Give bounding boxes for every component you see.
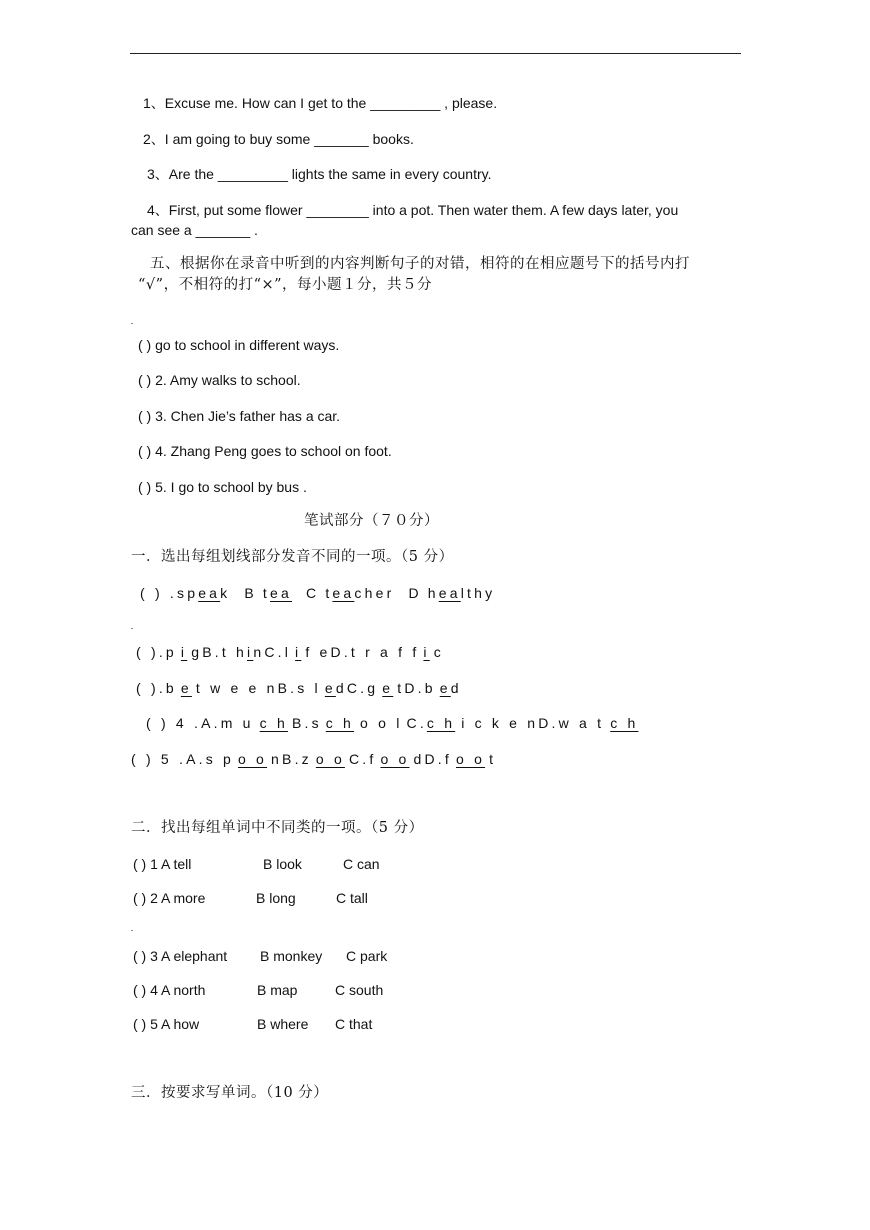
- judge-item-4: ( ) 4. Zhang Peng goes to school on foot.: [138, 443, 392, 459]
- q1-row-5-a3: n: [271, 751, 283, 767]
- q1-row-1: [140, 584, 495, 602]
- q1-row-1-a-underline: ea: [198, 585, 221, 601]
- q1-row-3-d1: D.b: [404, 680, 436, 696]
- q1-row-1-c-label: C: [306, 585, 320, 601]
- q1-row-3-a1: b: [165, 680, 177, 696]
- q1-row-2-paren: ( ).: [136, 644, 166, 660]
- q1-row-5-paren: ( ) 5 .: [131, 751, 187, 767]
- q1-row-3-c3: t: [397, 680, 405, 696]
- q1-row-1-c-underline: ea: [332, 585, 355, 601]
- q2-row-5-a: ( ) 5 A how: [133, 1016, 200, 1032]
- q1-row-4-c-underline: c h: [426, 715, 456, 731]
- q1-row-5-c1: C.f: [348, 751, 377, 767]
- fill-in-sentence-4: 4、First, put some flower ________ into a pot. Then water them. A few days later, you: [147, 202, 679, 218]
- judge-item-5: ( ) 5. I go to school by bus .: [138, 479, 307, 495]
- section-5-title-cont: “√”，不相符的打“×”，每小题１分，共５分: [138, 277, 433, 293]
- q2-row-2-c: C tall: [336, 890, 368, 906]
- q1-row-5-d-underline: o o: [456, 751, 486, 767]
- q1-row-5-b1: B.z: [282, 751, 312, 767]
- written-part-heading: 笔试部分（７０分）: [304, 513, 439, 529]
- q1-row-4: [146, 714, 639, 732]
- q1-row-3-a3: t w e e n: [195, 680, 278, 696]
- q2-row-1-b: B look: [263, 856, 302, 872]
- q1-row-1-a1: sp: [177, 585, 199, 601]
- judge-item-1: ( ) go to school in different ways.: [138, 337, 340, 353]
- q1-row-3-b1: B.s l: [277, 680, 321, 696]
- q2-row-5-b: B where: [257, 1016, 309, 1032]
- q1-row-2-b-underline: i: [247, 644, 254, 660]
- q1-row-3-a-underline: e: [180, 680, 192, 696]
- q2-row-4-c: C south: [335, 982, 384, 998]
- q2-row-2: [133, 889, 368, 907]
- q2-row-3: [133, 947, 387, 965]
- q1-row-1-b1: t: [262, 585, 271, 601]
- q2-row-4-b: B map: [257, 982, 298, 998]
- q1-row-1-a3: k: [220, 585, 231, 601]
- q1-row-5: [131, 750, 496, 768]
- q1-row-3-d3: d: [450, 680, 462, 696]
- q1-row-4-paren: ( ) 4 .: [146, 715, 202, 731]
- q1-row-2-b3: n: [253, 644, 265, 660]
- q1-row-3-c1: C.g: [346, 680, 379, 696]
- q1-row-2: [136, 643, 444, 661]
- q1-row-2-d3: c: [433, 644, 444, 660]
- q1-row-1-b-label: B: [244, 585, 257, 601]
- q1-row-4-a-underline: c h: [259, 715, 288, 731]
- q1-row-2-a3: g: [191, 644, 203, 660]
- q1-row-5-d1: D.f: [424, 751, 452, 767]
- q1-row-4-c3: i c k e n: [461, 715, 539, 731]
- q1-row-3-b3: d: [335, 680, 347, 696]
- q1-row-2-b1: B.t h: [202, 644, 248, 660]
- q2-row-3-b: B monkey: [260, 948, 323, 964]
- q1-row-4-b-underline: c h: [325, 715, 355, 731]
- q1-row-3-c-underline: e: [382, 680, 394, 696]
- q1-row-5-d3: t: [489, 751, 497, 767]
- q1-row-5-c3: d: [413, 751, 425, 767]
- q1-row-4-c1: C.: [406, 715, 427, 731]
- q1-row-3: [136, 679, 462, 697]
- q1-row-1-d-underline: ea: [438, 585, 461, 601]
- q1-row-2-c1: C.l: [264, 644, 292, 660]
- q1-row-4-b1: B.s: [291, 715, 322, 731]
- q1-row-2-a1: p: [165, 644, 177, 660]
- q1-row-5-a-underline: o o: [237, 751, 268, 767]
- q1-row-3-d-underline: e: [439, 680, 451, 696]
- q1-title: 一．选出每组划线部分发音不同的一项。（5 分）: [131, 549, 454, 565]
- q2-row-1-a: ( ) 1 A tell: [133, 856, 192, 872]
- q1-row-2-a-underline: i: [180, 644, 188, 660]
- fill-in-sentence-2: 2、I am going to buy some _______ books.: [143, 131, 414, 147]
- q1-row-1-b-underline: ea: [270, 585, 292, 601]
- q1-row-5-a1: A.s p: [186, 751, 234, 767]
- q1-row-2-c-underline: i: [295, 644, 302, 660]
- speck: [131, 628, 133, 629]
- q2-row-3-a: ( ) 3 A elephant: [133, 948, 228, 964]
- section-5-title: 五、根据你在录音中听到的内容判断句子的对错，相符的在相应题号下的括号内打: [150, 256, 690, 272]
- fill-in-sentence-4-cont: can see a _______ .: [131, 222, 258, 238]
- q2-row-1-c: C can: [343, 856, 380, 872]
- q1-row-1-paren: ( ) .: [140, 585, 177, 601]
- q1-row-3-paren: ( ).: [136, 680, 166, 696]
- q1-row-1-d-label: D: [408, 585, 422, 601]
- speck: [131, 323, 133, 324]
- q2-row-2-a: ( ) 2 A more: [133, 890, 206, 906]
- q1-row-3-b-underline: e: [324, 680, 336, 696]
- q1-row-5-b-underline: o o: [315, 751, 345, 767]
- q1-row-1-c3: cher: [354, 585, 395, 601]
- q1-row-1-c1: t: [325, 585, 333, 601]
- header-rule: [130, 53, 741, 54]
- q1-row-2-d1: D.t r a f f: [330, 644, 420, 660]
- q1-row-2-d-underline: i: [423, 644, 430, 660]
- q1-row-4-a1: A.m u: [201, 715, 254, 731]
- q1-row-4-b3: o o l: [360, 715, 403, 731]
- q2-row-5-c: C that: [335, 1016, 373, 1032]
- speck: [131, 930, 133, 931]
- q2-row-1: [133, 855, 380, 873]
- q2-row-4-a: ( ) 4 A north: [133, 982, 206, 998]
- q2-row-3-c: C park: [346, 948, 388, 964]
- q1-row-4-d-underline: c h: [610, 715, 639, 731]
- q1-row-5-c-underline: o o: [380, 751, 410, 767]
- q1-row-1-d3: lthy: [460, 585, 496, 601]
- q2-row-4: [133, 981, 383, 999]
- q1-row-4-d1: D.w a t: [538, 715, 605, 731]
- judge-item-3: ( ) 3. Chen Jie’s father has a car.: [138, 408, 341, 424]
- fill-in-sentence-3: 3、Are the _________ lights the same in every country.: [147, 166, 492, 182]
- q1-row-1-d1: h: [427, 585, 439, 601]
- q2-title: 二．找出每组单词中不同类的一项。（5 分）: [131, 820, 424, 836]
- fill-in-sentence-1: 1、Excuse me. How can I get to the _________ , please.: [143, 95, 498, 111]
- q2-row-2-b: B long: [256, 890, 296, 906]
- q2-row-5: [133, 1015, 372, 1033]
- q1-row-2-c3: f e: [305, 644, 331, 660]
- q3-title: 三．按要求写单词。（10 分）: [131, 1085, 329, 1101]
- judge-item-2: ( ) 2. Amy walks to school.: [138, 372, 301, 388]
